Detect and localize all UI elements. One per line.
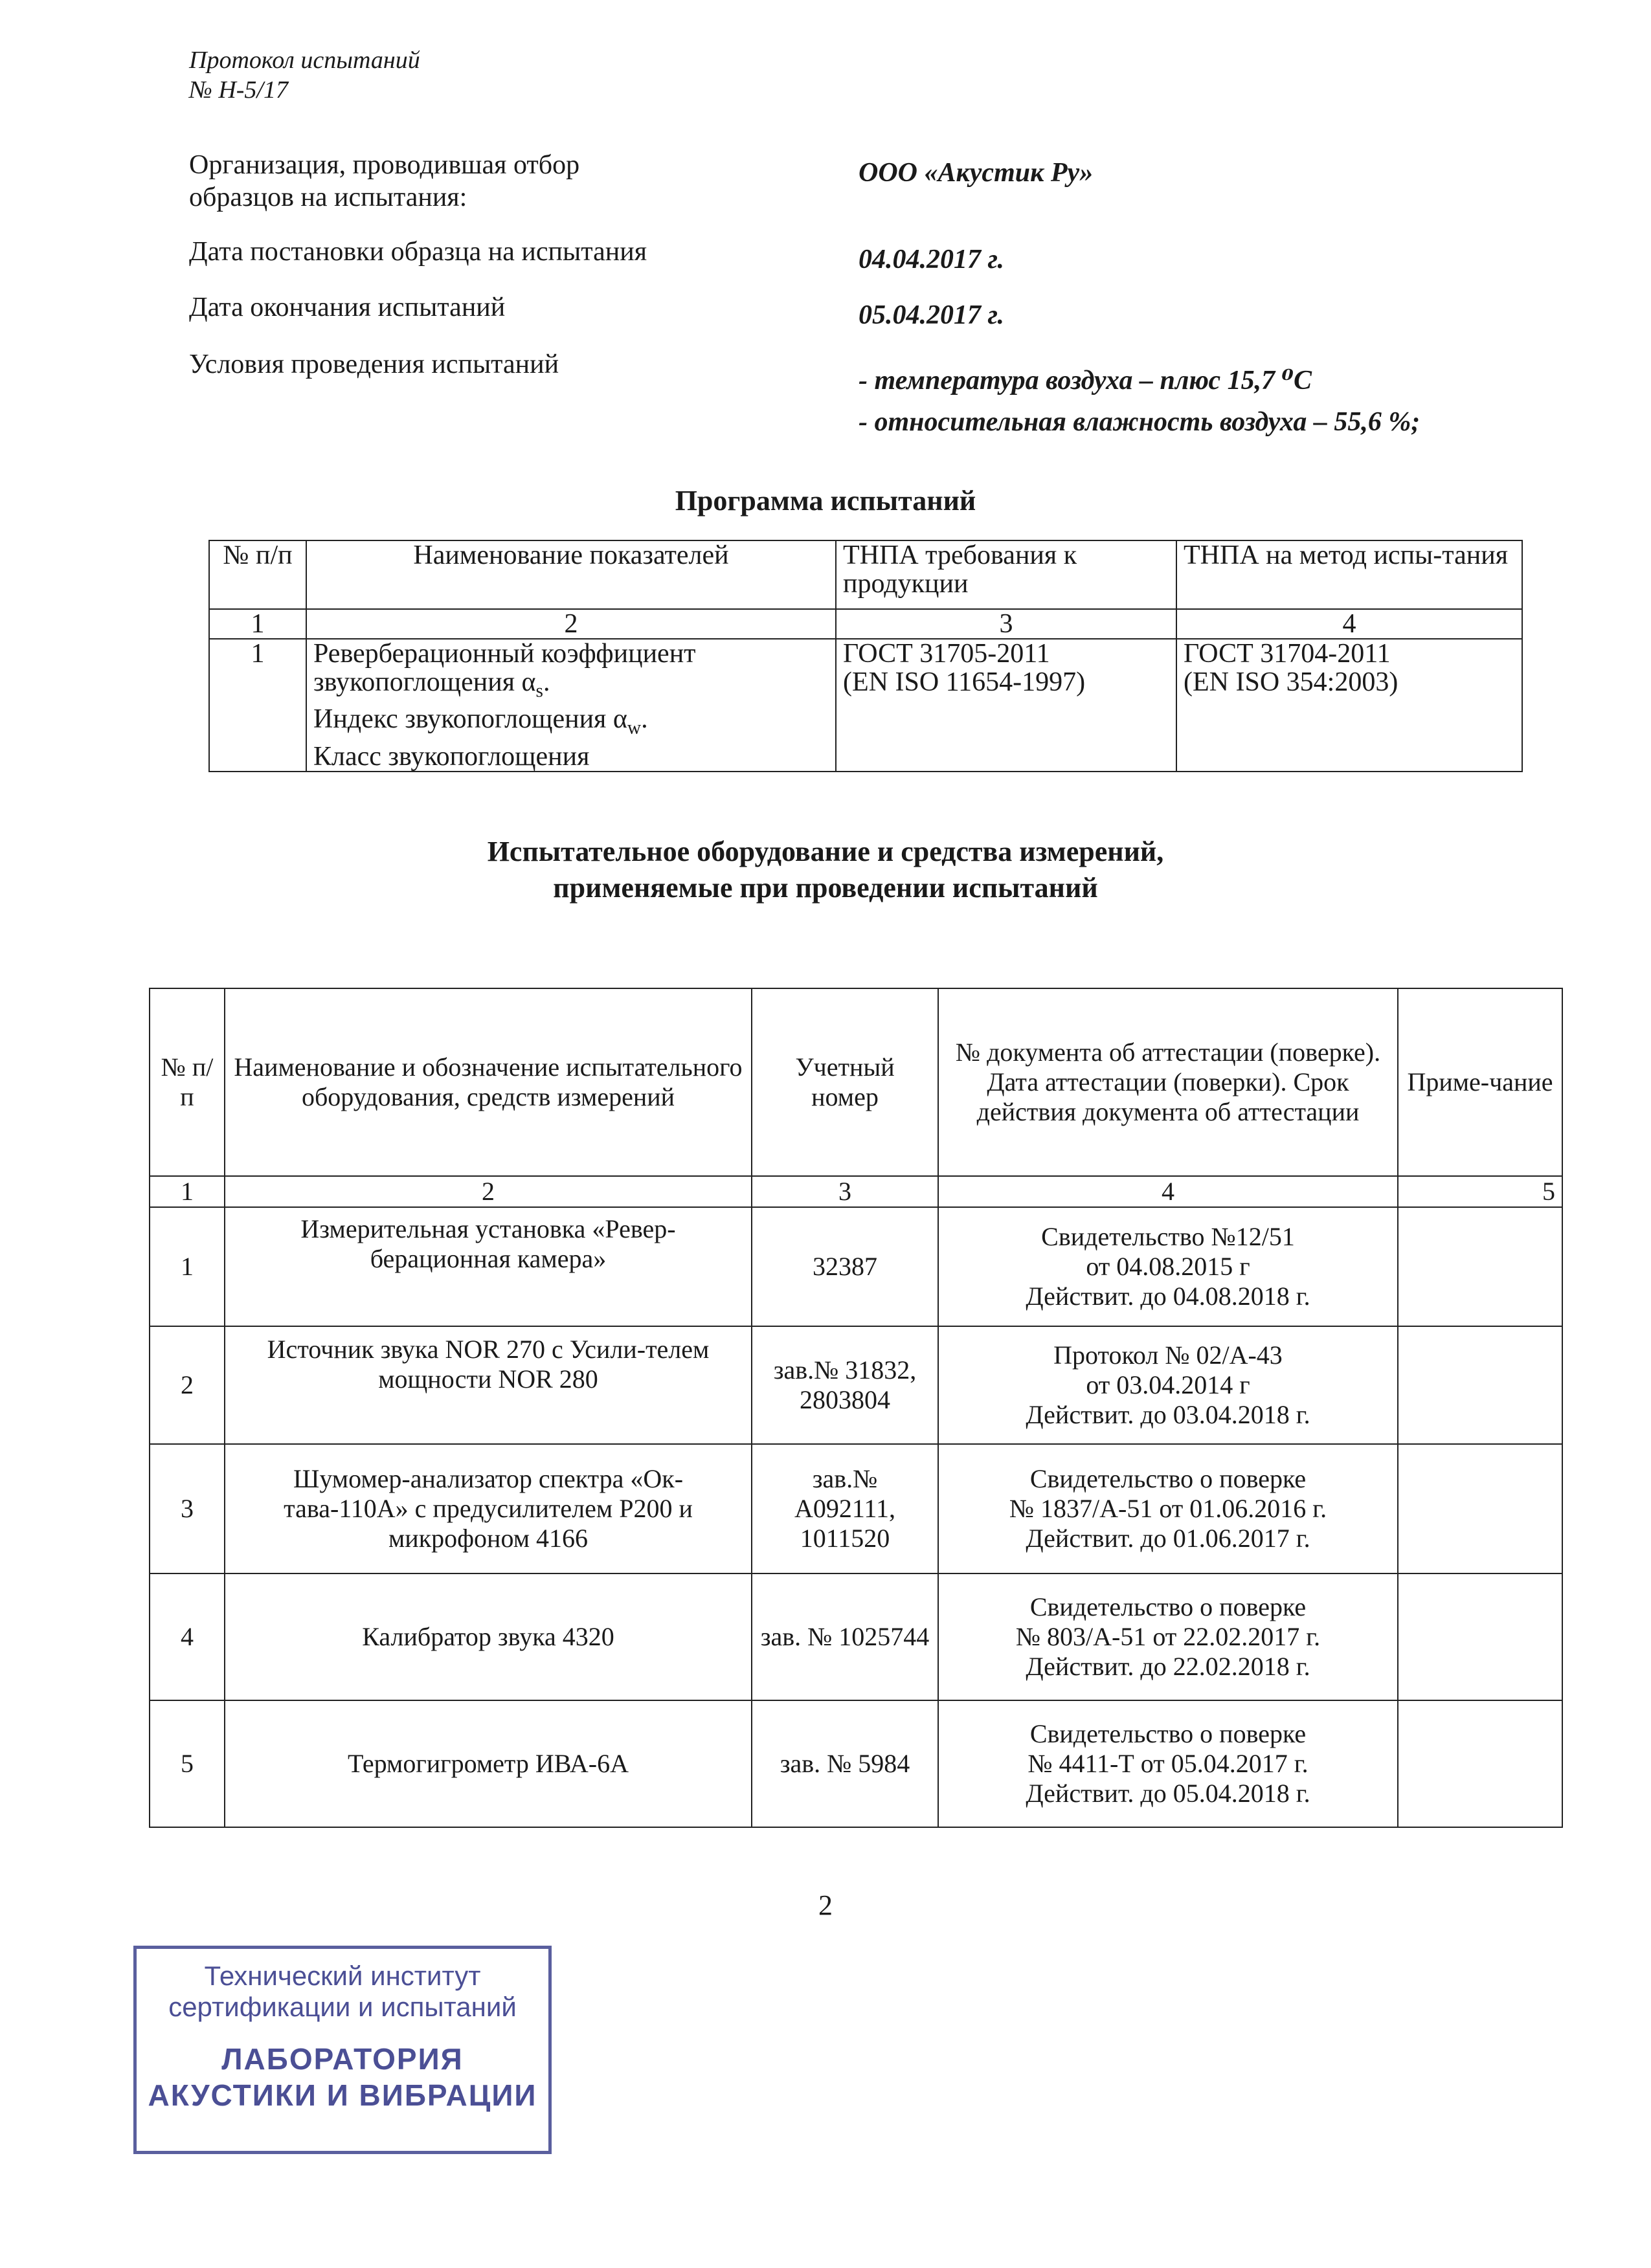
stamp-line1: Технический институт [204, 1961, 481, 1991]
stamp-line2: сертификации и испытаний [168, 1992, 517, 2022]
equipment-row-name: Шумомер-анализатор спектра «Ок-тава-110А» с предусилителем Р200 и микрофоном 4166 [225, 1444, 752, 1573]
req-standard: ГОСТ 31705-2011 [843, 639, 1050, 669]
table-row [150, 1207, 1562, 1326]
program-title: Программа испытаний [675, 485, 976, 517]
program-row-num: 1 [209, 639, 306, 772]
program-header-row [209, 540, 1522, 609]
program-table [208, 540, 1523, 772]
equipment-colnum-5: 5 [1398, 1176, 1562, 1207]
method-standard: ГОСТ 31704-2011 [1184, 639, 1391, 669]
end-date-label: Дата окончания испытаний [189, 293, 506, 322]
doc-line1: Свидетельство о поверке [1029, 1464, 1307, 1493]
equipment-row-num: 2 [150, 1326, 225, 1444]
indicator-line3-text: Индекс звукопоглощения α [313, 704, 627, 735]
equipment-row-account: зав. № 1025744 [752, 1573, 938, 1700]
doc-line2: № 803/А-51 от 22.02.2017 г. [1015, 1622, 1321, 1651]
start-date-label: Дата постановки образца на испытания [189, 237, 647, 267]
equipment-row-note [1398, 1444, 1562, 1573]
indicator-line2 [313, 668, 829, 705]
indicator-line3 [313, 705, 829, 742]
equipment-header-row [150, 988, 1562, 1176]
table-row [150, 1573, 1562, 1700]
equipment-header-account: Учетный номер [752, 988, 938, 1176]
equipment-colnum-1: 1 [150, 1176, 225, 1207]
equipment-row-account: зав. № 5984 [752, 1700, 938, 1827]
equipment-row-name: Термогигрометр ИВА-6А [225, 1700, 752, 1827]
stamp-line4: АКУСТИКИ И ВИБРАЦИИ [148, 2078, 537, 2112]
equipment-row-note [1398, 1326, 1562, 1444]
program-header-name: Наименование показателей [306, 540, 836, 609]
conditions-label: Условия проведения испытаний [189, 350, 559, 379]
equipment-row-name: Калибратор звука 4320 [225, 1573, 752, 1700]
doc-line3: Действит. до 01.06.2017 г. [1026, 1524, 1310, 1553]
equipment-row-num: 5 [150, 1700, 225, 1827]
doc-line2: № 4411-Т от 05.04.2017 г. [1028, 1749, 1308, 1778]
equipment-colnum-4: 4 [938, 1176, 1398, 1207]
doc-line1: Протокол № 02/А-43 [1053, 1340, 1283, 1370]
equipment-row-account: 32387 [752, 1207, 938, 1326]
equipment-row-account: зав.№ А092111, 1011520 [752, 1444, 938, 1573]
equipment-row-num: 4 [150, 1573, 225, 1700]
equipment-row-account: зав.№ 31832, 2803804 [752, 1326, 938, 1444]
equipment-colnum-3: 3 [752, 1176, 938, 1207]
org-label-line2: образцов на испытания: [189, 183, 467, 212]
program-colnum-1: 1 [209, 609, 306, 639]
conditions-value [859, 360, 1420, 443]
program-row-requirements [836, 639, 1176, 772]
equipment-colnum-row [150, 1176, 1562, 1207]
equipment-header-num: № п/п [150, 988, 225, 1176]
indicator-line3-sub: w [627, 717, 642, 739]
doc-line1: Свидетельство о поверке [1029, 1592, 1307, 1621]
doc-line3: Действит. до 04.08.2018 г. [1026, 1282, 1310, 1311]
org-label [189, 149, 579, 214]
program-row-1 [209, 639, 1522, 772]
table-row [150, 1444, 1562, 1573]
program-row-indicators [306, 639, 836, 772]
table-row [150, 1326, 1562, 1444]
table-row [150, 1700, 1562, 1827]
program-colnum-row [209, 609, 1522, 639]
indicator-line2-text: звукопоглощения α [313, 667, 536, 697]
equipment-row-doc [938, 1573, 1398, 1700]
program-colnum-4: 4 [1176, 609, 1522, 639]
page-number: 2 [818, 1889, 833, 1921]
equipment-row-doc [938, 1207, 1398, 1326]
temperature-value: - температура воздуха – плюс 15,7 ⁰С [859, 366, 1312, 395]
doc-line2: от 03.04.2014 г [1086, 1370, 1250, 1399]
equipment-row-note [1398, 1573, 1562, 1700]
start-date-value: 04.04.2017 г. [859, 245, 1004, 274]
equipment-table [149, 988, 1563, 1828]
equipment-header-note: Приме-чание [1398, 988, 1562, 1176]
doc-line3: Действит. до 03.04.2018 г. [1026, 1400, 1310, 1429]
indicator-line2-sub: s [535, 680, 543, 702]
indicator-line3-end: . [641, 704, 648, 735]
program-colnum-2: 2 [306, 609, 836, 639]
humidity-value: - относительная влажность воздуха – 55,6 %; [859, 407, 1421, 437]
org-value: ООО «Акустик Ру» [859, 158, 1094, 188]
program-header-method: ТНПА на метод испы-тания [1176, 540, 1522, 609]
method-standard-en: (EN ISO 354:2003) [1184, 667, 1398, 697]
equipment-row-num: 3 [150, 1444, 225, 1573]
protocol-header [189, 45, 420, 105]
equipment-colnum-2: 2 [225, 1176, 752, 1207]
equipment-header-name: Наименование и обозначение испытательного оборудования, средств измерений [225, 988, 752, 1176]
equipment-row-num: 1 [150, 1207, 225, 1326]
doc-line3: Действит. до 22.02.2018 г. [1026, 1652, 1310, 1681]
equipment-row-doc [938, 1444, 1398, 1573]
program-row-method [1176, 639, 1522, 772]
indicator-line1: Реверберационный коэффициент [313, 639, 696, 669]
req-standard-en: (EN ISO 11654-1997) [843, 667, 1086, 697]
equipment-row-name: Источник звука NOR 270 с Усили-телем мощности NOR 280 [225, 1326, 752, 1444]
lab-stamp [133, 1946, 552, 2154]
doc-line1: Свидетельство №12/51 [1041, 1222, 1295, 1251]
program-header-num: № п/п [209, 540, 306, 609]
org-label-line1: Организация, проводившая отбор [189, 150, 580, 180]
equipment-row-note [1398, 1207, 1562, 1326]
indicator-line4: Класс звукопоглощения [313, 741, 590, 772]
indicator-line2-end: . [543, 667, 550, 697]
program-header-req: ТНПА требования к продукции [836, 540, 1176, 609]
equipment-header-doc: № документа об аттестации (поверке). Дата аттестации (поверки). Срок действия документа об аттестации [938, 988, 1398, 1176]
doc-line2: от 04.08.2015 г [1086, 1252, 1250, 1281]
doc-line2: № 1837/А-51 от 01.06.2016 г. [1009, 1494, 1327, 1523]
equipment-title-line2: применяемые при проведении испытаний [553, 872, 1098, 904]
equipment-row-doc [938, 1326, 1398, 1444]
protocol-number: № Н-5/17 [189, 76, 288, 104]
equipment-row-name: Измерительная установка «Ревер-берационная камера» [225, 1207, 752, 1326]
equipment-title-line1: Испытательное оборудование и средства измерений, [487, 836, 1164, 867]
protocol-title: Протокол испытаний [189, 47, 420, 74]
equipment-row-note [1398, 1700, 1562, 1827]
doc-line3: Действит. до 05.04.2018 г. [1026, 1779, 1310, 1808]
equipment-row-doc [938, 1700, 1398, 1827]
stamp-line3: ЛАБОРАТОРИЯ [221, 2042, 464, 2076]
doc-line1: Свидетельство о поверке [1029, 1719, 1307, 1748]
end-date-value: 05.04.2017 г. [859, 300, 1004, 330]
equipment-title [0, 834, 1651, 906]
program-colnum-3: 3 [836, 609, 1176, 639]
